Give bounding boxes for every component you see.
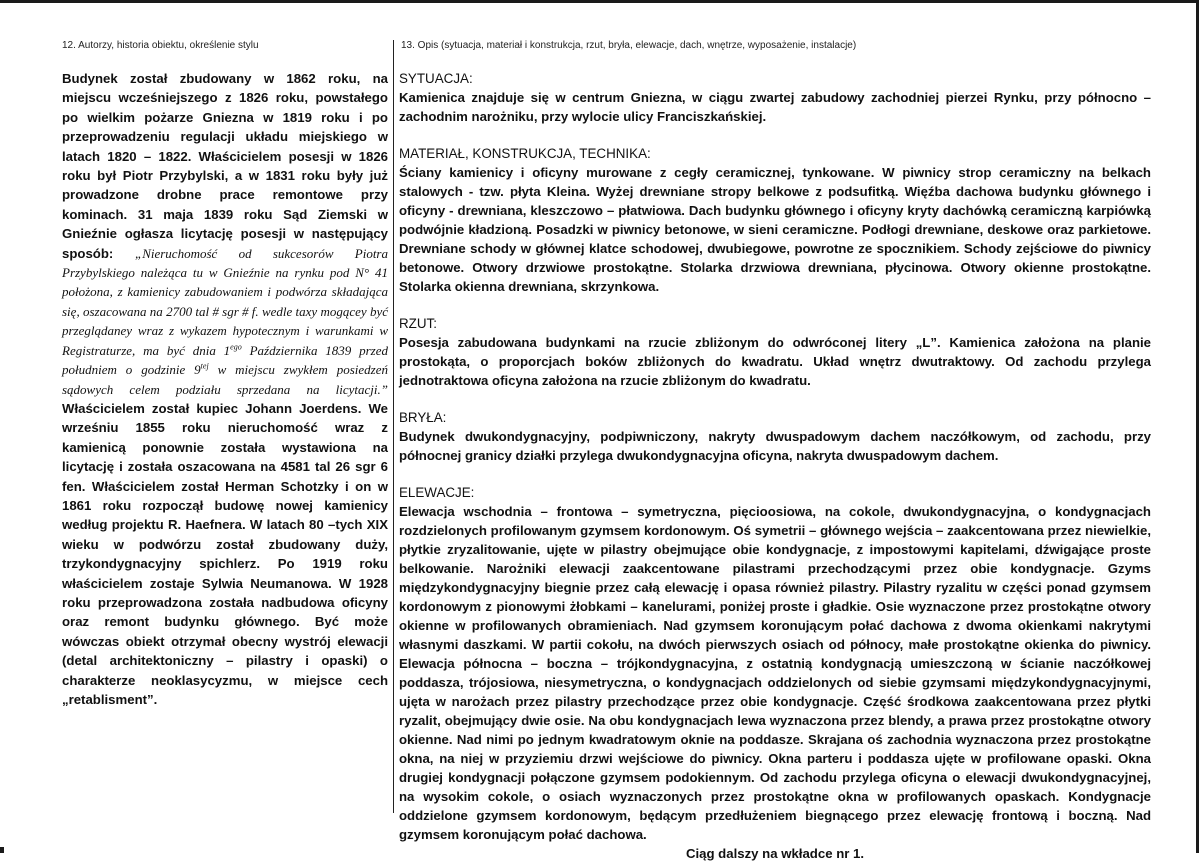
quote-superscript-b: tej <box>200 361 209 371</box>
section-material <box>399 144 1151 296</box>
history-auction-quote <box>62 246 388 397</box>
section-text-sytuacja: Kamienica znajduje się w centrum Gniezna, w ciągu zwartej zabudowy zachodniej pierzei Rynku, przy północno – zachodnim narożniku, przy wylocie ulicy Franciszkańskiej. <box>399 90 1151 124</box>
section-text-material: Ściany kamienicy i oficyny murowane z cegły ceramicznej, tynkowane. W piwnicy strop ceramiczny na belkach stalowych - tzw. płyta Kleina. Wyżej drewniane stropy belkowe z podsufitką. Więźba dachowa budynku głównego i oficyny - drewniana, kleszczowo – płatwiowa. Dach budynku głównego i oficyny kryty dachówką ceramiczną karpiówką podwójnie kładzioną. Posadzki w piwnicy betonowe, w sieni ceramiczne. Podłogi drewniane, deskowe oraz parkietowe. Drewniane schody w głównej klatce schodowej, dwubiegowe, powrotne ze spocznikiem. Schody zejściowe do piwnicy betonowe. Otwory drzwiowe prostokątne. Stolarka drzwiowa drewniana, płycinowa. Otwory okienne prostokątne. Stolarka okienna drewniana, skrzynkowa. <box>399 165 1151 294</box>
column-divider <box>393 40 394 813</box>
section-title-sytuacja: SYTUACJA: <box>399 71 473 86</box>
scan-border-corner <box>0 847 4 853</box>
continuation-note: Ciąg dalszy na wkładce nr 1. <box>685 846 865 861</box>
section-rzut <box>399 314 1151 390</box>
history-intro-text: Budynek został zbudowany w 1862 roku, na miejscu wcześniejszego z 1826 roku, powstałego po wielkim pożarze Gniezna w 1819 roku i po przeprowadzeniu regulacji układu miejskiego w latach 1820 – 1822. Właścicielem posesji w 1826 roku był Piotr Przybylski, a w 1831 roku były już prowadzone drobne prace remontowe przy kominach. 31 maja 1839 roku Sąd Ziemski w Gnieźnie ogłasza licytację posesji w następujący sposób: <box>62 71 388 261</box>
section-title-bryla: BRYŁA: <box>399 410 447 425</box>
quote-part-b: Października 1839 przed południem o godzinie 9 <box>62 342 388 378</box>
description-column <box>399 69 1151 863</box>
quote-part-a: „Nieruchomość od sukcesorów Piotra Przybylskiego należąca tu w Gnieźnie na rynku pod N° 41 położona, z kamienicy zabudowaniem i podwórza składająca się, oszacowana na 2700 tal # sgr # f. wedle taxy mogącey być przeglądaney wraz z wykazem hypotecznym i warunkami w Registraturze, ma być dnia 1 <box>62 245 388 358</box>
section-sytuacja <box>399 69 1151 126</box>
history-column <box>62 69 388 709</box>
section-elewacje <box>399 483 1151 844</box>
section-text-bryla: Budynek dwukondygnacyjny, podpiwniczony, nakryty dwuspadowym dachem naczółkowym, od zachodu, przy północnej granicy działki przylega dwukondygnacyjna oficyna, nakryta dwuspadowym dachem. <box>399 429 1151 463</box>
section-bryla <box>399 408 1151 465</box>
section-header-description: 13. Opis (sytuacja, materiał i konstrukcja, rzut, bryła, elewacje, dach, wnętrze, wyposażenie, instalacje) <box>401 40 857 51</box>
quote-superscript-a: ego <box>230 342 242 352</box>
section-text-rzut: Posesja zabudowana budynkami na rzucie zbliżonym do odwróconej litery „L”. Kamienica założona na planie prostokąta, o proporcjach boków zbliżonych do kwadratu. Układ wnętrz dwutraktowy. Od zachodu przylega jednotraktowa oficyna założona na rzucie zbliżonym do kwadratu. <box>399 335 1151 388</box>
section-text-elewacje: Elewacja wschodnia – frontowa – symetryczna, pięcioosiowa, na cokole, dwukondygnacyjna, o kondygnacjach rozdzielonych profilowanym gzymsem kordonowym. Oś symetrii – głównego wejścia – zaakcentowana przez niewielkie, płytkie zryzalitowanie, ujęte w pilastry obejmujące obie kondygnacje, z impostowymi kapitelami, dźwigające proste belkowanie. Narożniki elewacji zaakcentowane pilastrami przechodzącymi przez obie kondygnacje. Gzyms międzykondygnacyjny biegnie przez całą elewację i opasa również pilastry. Pilastry ryzalitu w części ponad gzymsem kordonowym z pionowymi żłobkami – kanelurami, poniżej proste i gładkie. Osie wyznaczone przez prostokątne otwory okienne w profilowanych obramieniach. Nad gzymsem koronującym połać dachowa z dwoma okienkami nakrytymi własnymi daszkami. W partii cokołu, na dwóch pierwszych osiach od północy, małe prostokątne okienka do piwnicy. Elewacja północna – boczna – trójkondygnacyjna, z ostatnią kondygnacją umieszczoną w ścianie naczółkowej poddasza, trójosiowa, niesymetryczna, o kondygnacjach oddzielonych od siebie gzymsami międzykondygnacyjnymi, ujęta w narożach przez pilastry przechodzące przez obie kondygnacje. Część środkowa zaakcentowana przez płytki ryzalit, obejmujący dwie osie. Na obu kondygnacjach lewa wyznaczona przez blendy, a prawa przez prostokątne otwory okienne. Nad nimi po jednym kwadratowym oknie na poddasze. Skrajana oś zachodnia wyznaczona przez prostokątne okna, na niej w przyziemiu drzwi wejściowe do piwnicy. Okna parteru i poddasza ujęte w profilowane opaski. Okna drugiej kondygnacji połączone gzymsem podokiennym. Od zachodu przylega oficyna o elewacji dwukondygnacyjnej, na wysokim cokole, o osiach wyznaczonych przez prostokątne okna w profilowanych opaskach. Kondygnacje oddzielone gzymsem kordonowym, będącym przedłużeniem biegnącego przez elewację frontową i boczną. Nad gzymsem koronującym połać dachowa. <box>399 504 1151 842</box>
section-title-rzut: RZUT: <box>399 316 437 331</box>
section-title-material: MATERIAŁ, KONSTRUKCJA, TECHNIKA: <box>399 146 651 161</box>
scan-border-top <box>0 0 1199 3</box>
section-header-history: 12. Autorzy, historia obiektu, określenie stylu <box>62 40 259 51</box>
quote-part-c: w miejscu zwykłem posiedzeń sądowych celem podziału sprzedana na licytacji.” <box>62 362 388 397</box>
section-title-elewacje: ELEWACJE: <box>399 485 475 500</box>
history-outro-text: Właścicielem został kupiec Johann Joerdens. We wrześniu 1855 roku nieruchomość wraz z kamienicą ponownie została wystawiona na licytację i została oszacowana na 4581 tal 26 sgr 6 fen. Właścicielem został Herman Schotzky i on w 1861 roku rozpoczął budowę nowej kamienicy według projektu R. Haefnera. W latach 80 –tych XIX wieku w podwórzu został zbudowany duży, trzykondygnacyjny spichlerz. Po 1919 roku właścicielem zostaje Sylwia Neumanowa. W 1928 roku przeprowadzona została nadbudowa oficyny oraz remont budynku głównego. Być może wówczas obiekt otrzymał obecny wystrój elewacji (detal architektoniczny – pilastry i opaski) o charakterze neoklasycyzmu, w miejsce cech „retablisment”. <box>62 400 388 707</box>
